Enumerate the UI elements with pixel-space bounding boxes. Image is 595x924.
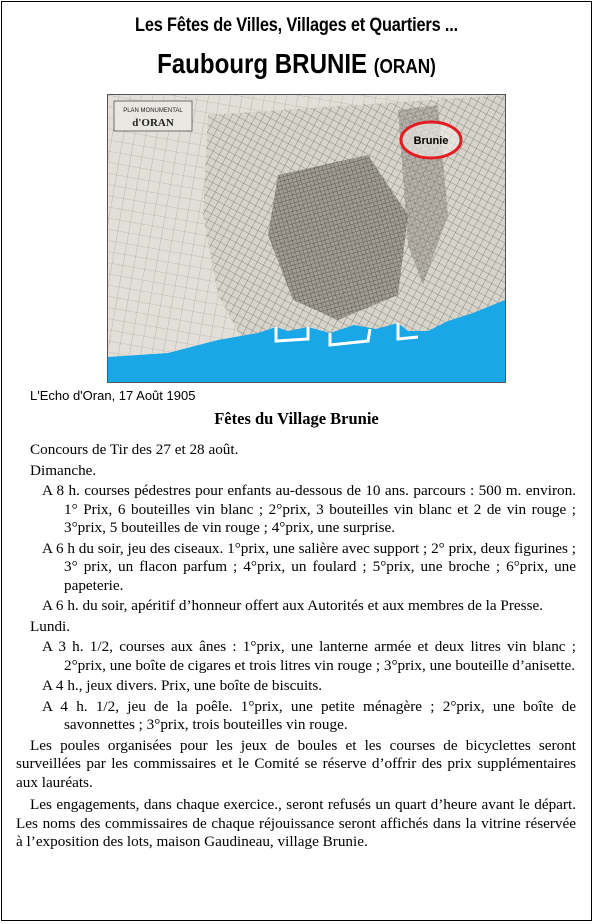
concours-line: Concours de Tir des 27 et 28 août. (30, 441, 239, 458)
paragraph-engagements: Les engagements, dans chaque exercice., seront refusés un quart d’heure avant le départ. Les noms des commissaires de chaque réjouissance seront affichés dans la vitrine réservée à l’exposition des lots, maison Gaudineau, village Brunie. (16, 796, 576, 850)
title-location: (ORAN) (373, 56, 436, 78)
dimanche-event-3: A 6 h. du soir, apéritif d’honneur offert aux Autorités et aux membres de la Presse. (42, 597, 544, 614)
dimanche-event-1: A 8 h. courses pédestres pour enfants au-dessous de 10 ans. parcours : 500 m. environ. 1° Prix, 6 bouteilles vin blanc ; 2°prix, 3 bouteilles vin blanc et 2 de vin rouge ; 3°prix, 5 bouteilles de vin rouge ; 4°prix, une surprise. (42, 482, 576, 536)
lundi-event-1: A 3 h. 1/2, courses aux ânes : 1°prix, une lanterne armée et deux litres vin blanc ; 2°prix, une boîte de cigares et trois litres vin rouge ; 3°prix, une bouteille d’anisette. (42, 638, 576, 674)
paragraph-poules: Les poules organisées pour les jeux de boules et les courses de bicyclettes seront surveillées par les commissaires et le Comité se réserve d’offrir des prix supplémentaires aux lauréats. (16, 736, 576, 791)
title-main: Faubourg BRUNIE (157, 48, 368, 79)
lundi-event-2: A 4 h., jeux divers. Prix, une boîte de biscuits. (42, 677, 323, 694)
map-title-line2: d'ORAN (132, 117, 174, 129)
article-body (16, 441, 576, 856)
map-graphic (108, 95, 505, 382)
article-title: Fêtes du Village Brunie (214, 409, 379, 428)
city-map (107, 94, 506, 383)
brunie-label: Brunie (413, 135, 449, 147)
dimanche-heading: Dimanche. (30, 461, 97, 479)
source-caption: L'Echo d'Oran, 17 Août 1905 (30, 388, 196, 403)
lundi-event-3: A 4 h. 1/2, jeu de la poêle. 1°prix, une petite ménagère ; 2°prix, une boîte de savonnettes ; 3°prix, trois bouteilles vin rouge. (42, 697, 576, 733)
dimanche-event-2: A 6 h du soir, jeu des ciseaux. 1°prix, une salière avec support ; 2° prix, deux figurines ; 3° prix, un flacon parfum ; 4°prix, un foulard ; 5°prix, une broche ; 6°prix, une papeterie. (42, 539, 576, 594)
map-title-line1: PLAN MONUMENTAL (123, 108, 183, 114)
page-frame (1, 1, 592, 921)
page-title (43, 48, 550, 80)
lundi-heading: Lundi. (30, 617, 71, 635)
series-heading: Les Fêtes de Villes, Villages et Quartiers ... (135, 15, 458, 36)
